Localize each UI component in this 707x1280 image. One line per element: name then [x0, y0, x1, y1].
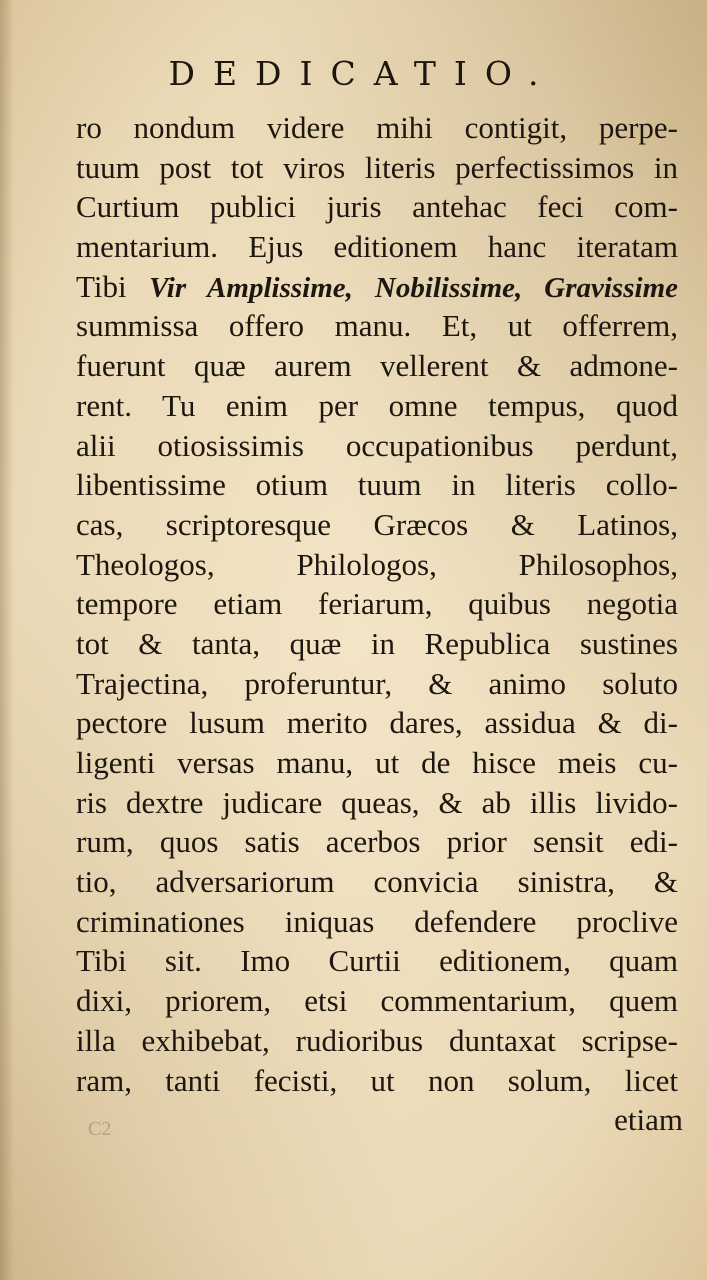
text-line: summissa offero manu. Et, ut offerrem,	[76, 308, 678, 344]
text-line: cas, scriptoresque Græcos & Latinos,	[76, 506, 678, 542]
text-line: libentissime otium tuum in literis collo-	[76, 467, 678, 503]
running-header: DEDICATIO.	[168, 54, 557, 93]
text-line: illa exhibebat, rudioribus duntaxat scripse-	[76, 1022, 678, 1058]
dedicatee-titles: Vir Amplissime, Nobilissime, Gravissime	[149, 271, 678, 304]
text-line: alii otiosissimis occupationibus perdunt,	[76, 427, 678, 463]
text-line-italic: Tibi Vir Amplissime, Nobilissime, Gravissime	[76, 268, 678, 304]
text-line: Trajectina, proferuntur, & animo soluto	[76, 665, 678, 701]
text-line: tempore etiam feriarum, quibus negotia	[76, 586, 678, 622]
text-line: ram, tanti fecisti, ut non solum, licet	[76, 1062, 678, 1098]
text-line: criminationes iniquas defendere proclive	[76, 903, 678, 939]
catchword: etiam	[614, 1102, 683, 1137]
text-line: tuum post tot viros literis perfectissimos in	[76, 149, 678, 185]
text-line: ligenti versas manu, ut de hisce meis cu-	[76, 745, 678, 780]
signature-mark: C2	[88, 1118, 112, 1140]
text-line: Theologos, Philologos, Philosophos,	[76, 546, 678, 582]
text-line: rent. Tu enim per omne tempus, quod	[76, 387, 678, 423]
text-line: dixi, priorem, etsi commentarium, quem	[76, 983, 678, 1019]
text-line: Tibi sit. Imo Curtii editionem, quam	[76, 943, 678, 979]
text-line: ro nondum videre mihi contigit, perpe-	[76, 110, 678, 145]
text-line: Curtium publici juris antehac feci com-	[76, 189, 678, 225]
text-line: fuerunt quæ aurem vellerent & admone-	[76, 348, 678, 384]
text-line: tot & tanta, quæ in Republica sustines	[76, 625, 678, 661]
text-line: mentarium. Ejus editionem hanc iteratam	[76, 229, 678, 265]
page-gutter-shadow	[0, 0, 14, 1280]
text-line: rum, quos satis acerbos prior sensit edi-	[76, 824, 678, 860]
body-text	[76, 108, 678, 1100]
text-line: ris dextre judicare queas, & ab illis livido-	[76, 784, 678, 820]
text-line: tio, adversariorum convicia sinistra, &	[76, 864, 678, 900]
text-line: pectore lusum merito dares, assidua & di-	[76, 705, 678, 741]
